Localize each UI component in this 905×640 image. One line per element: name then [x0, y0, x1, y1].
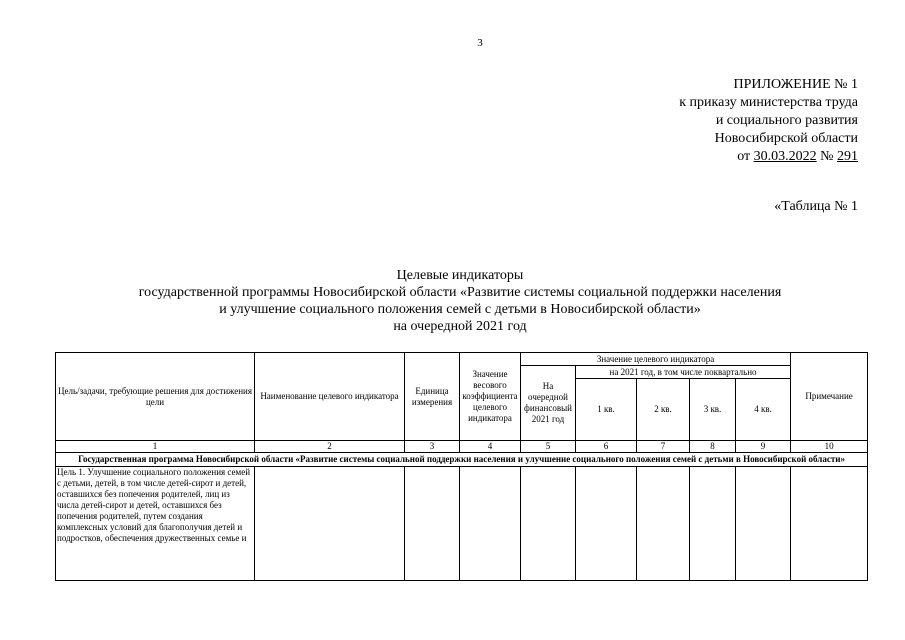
header-unit: Единица измерения — [405, 353, 460, 441]
empty-cell — [576, 467, 637, 581]
header-year-group: на 2021 год, в том числе поквартально — [576, 366, 791, 379]
page-number: 3 — [477, 37, 483, 49]
column-number: 5 — [521, 441, 576, 453]
empty-cell — [736, 467, 791, 581]
title-line-1: Целевые индикаторы — [396, 268, 524, 283]
header-next-year: На очередной финансовый 2021 год — [521, 366, 576, 441]
order-date: 30.03.2022 — [753, 149, 817, 164]
appendix-header — [679, 76, 858, 166]
appendix-title: ПРИЛОЖЕНИЕ № 1 — [733, 77, 858, 92]
column-number: 6 — [576, 441, 637, 453]
order-number: 291 — [837, 149, 858, 164]
header-goal: Цель/задачи, требующие решения для достижения цели — [56, 353, 255, 441]
header-value-group: Значение целевого индикатора — [521, 353, 791, 366]
empty-cell — [521, 467, 576, 581]
column-number: 9 — [736, 441, 791, 453]
table-label: «Таблица № 1 — [774, 199, 858, 214]
appendix-line-ministry: и социального развития — [715, 113, 858, 128]
header-q1: 1 кв. — [576, 379, 637, 441]
column-number: 3 — [405, 441, 460, 453]
header-q4: 4 кв. — [736, 379, 791, 441]
empty-cell — [405, 467, 460, 581]
column-number: 4 — [460, 441, 521, 453]
goal-1-cell: Цель 1. Улучшение социального положения семей с детьми, детей, в том числе детей-сирот и детей, оставшихся без попечения родителей, лиц из числа детей-сирот и детей, оставшихся без попечения родителей, путем создания комплексных условий для благополучия детей и подростков, обеспечения дружественных семье и — [56, 467, 255, 581]
column-number: 8 — [690, 441, 736, 453]
header-indicator: Наименование целевого индикатора — [255, 353, 405, 441]
date-prefix: от — [737, 149, 754, 164]
title-line-3: и улучшение социального положения семей с детьми в Новосибирской области» — [219, 302, 701, 317]
indicators-table — [55, 352, 868, 581]
column-number: 10 — [791, 441, 868, 453]
empty-cell — [460, 467, 521, 581]
program-row: Государственная программа Новосибирской области «Развитие системы социальной поддержки населения и улучшение социального положения семей с детьми в Новосибирской области» — [56, 453, 868, 467]
appendix-line-order: к приказу министерства труда — [679, 95, 858, 110]
column-number: 7 — [637, 441, 690, 453]
title-line-2: государственной программы Новосибирской области «Развитие системы социальной поддержки населения — [138, 285, 782, 300]
column-number: 2 — [255, 441, 405, 453]
header-weight: Значение весового коэффициента целевого индикатора — [460, 353, 521, 441]
empty-cell — [690, 467, 736, 581]
column-number: 1 — [56, 441, 255, 453]
document-title — [0, 267, 905, 335]
empty-cell — [255, 467, 405, 581]
empty-cell — [637, 467, 690, 581]
number-prefix: № — [816, 149, 837, 164]
header-q3: 3 кв. — [690, 379, 736, 441]
empty-cell — [791, 467, 868, 581]
appendix-date-line — [679, 148, 858, 166]
appendix-line-region: Новосибирской области — [714, 131, 858, 146]
header-q2: 2 кв. — [637, 379, 690, 441]
title-line-4: на очередной 2021 год — [393, 319, 527, 334]
header-note: Примечание — [791, 353, 868, 441]
